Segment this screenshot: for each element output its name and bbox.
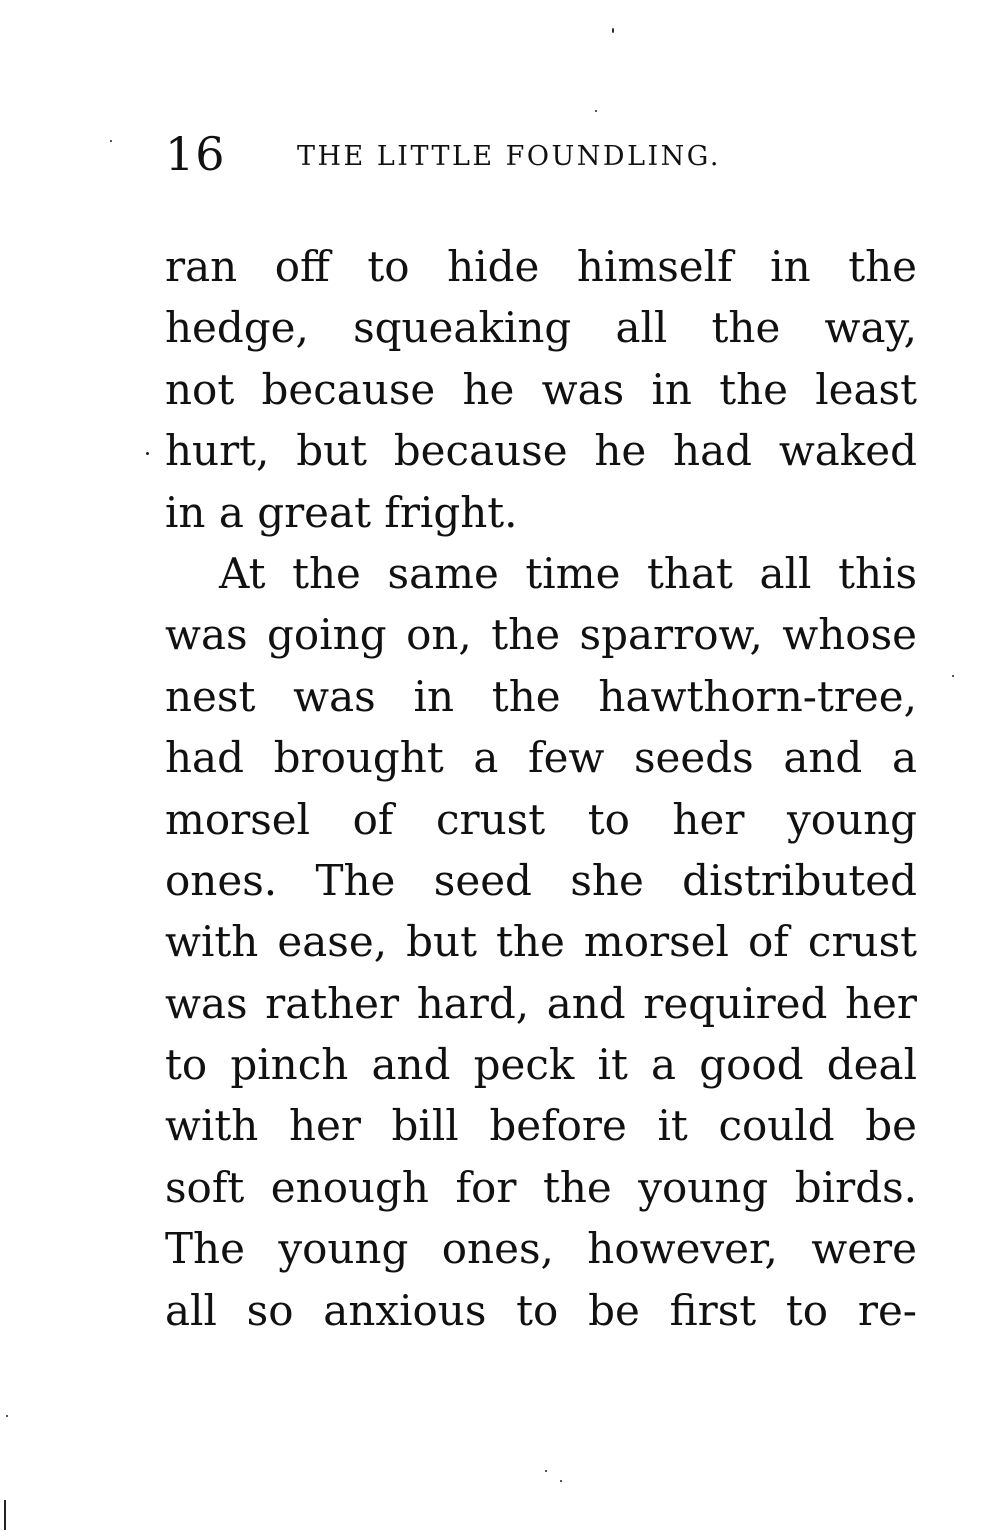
scan-speck: [952, 675, 954, 677]
scan-speck: [560, 1480, 562, 1482]
text-line: morsel of crust to her young: [165, 794, 917, 844]
scan-speck: [595, 110, 597, 112]
text-line: to pinch and peck it a good deal: [165, 1040, 917, 1090]
scan-speck: [545, 1470, 547, 1472]
text-line: hurt, but because he had waked: [165, 426, 917, 476]
text-line: The young ones, however, were: [165, 1224, 917, 1274]
text-line: nest was in the hawthorn-tree,: [165, 671, 917, 721]
scan-speck: [4, 1500, 6, 1530]
scan-speck: [110, 140, 112, 142]
text-line: was going on, the sparrow, whose: [165, 610, 917, 660]
body-text: [165, 236, 917, 1341]
text-line: not because he was in the least: [165, 364, 917, 414]
text-line: in a great fright.: [165, 487, 518, 537]
paragraph-start-line: At the same time that all this: [219, 548, 917, 598]
text-line: ones. The seed she distributed: [165, 855, 917, 905]
scan-speck: [146, 452, 149, 455]
running-title: THE LITTLE FOUNDLING.: [297, 141, 721, 172]
text-line: had brought a few seeds and a: [165, 733, 917, 783]
text-line: was rather hard, and required her: [165, 978, 917, 1028]
text-line: soft enough for the young birds.: [165, 1162, 917, 1212]
page-number: 16: [165, 127, 226, 181]
text-line: with her bill before it could be: [165, 1101, 917, 1151]
text-line: all so anxious to be first to re-: [165, 1285, 917, 1335]
text-line: hedge, squeaking all the way,: [165, 303, 917, 353]
running-head: [165, 126, 917, 186]
text-line: ran off to hide himself in the: [165, 242, 917, 291]
scan-speck: [6, 1415, 8, 1417]
scan-speck: [612, 28, 614, 33]
text-line: with ease, but the morsel of crust: [165, 917, 917, 967]
